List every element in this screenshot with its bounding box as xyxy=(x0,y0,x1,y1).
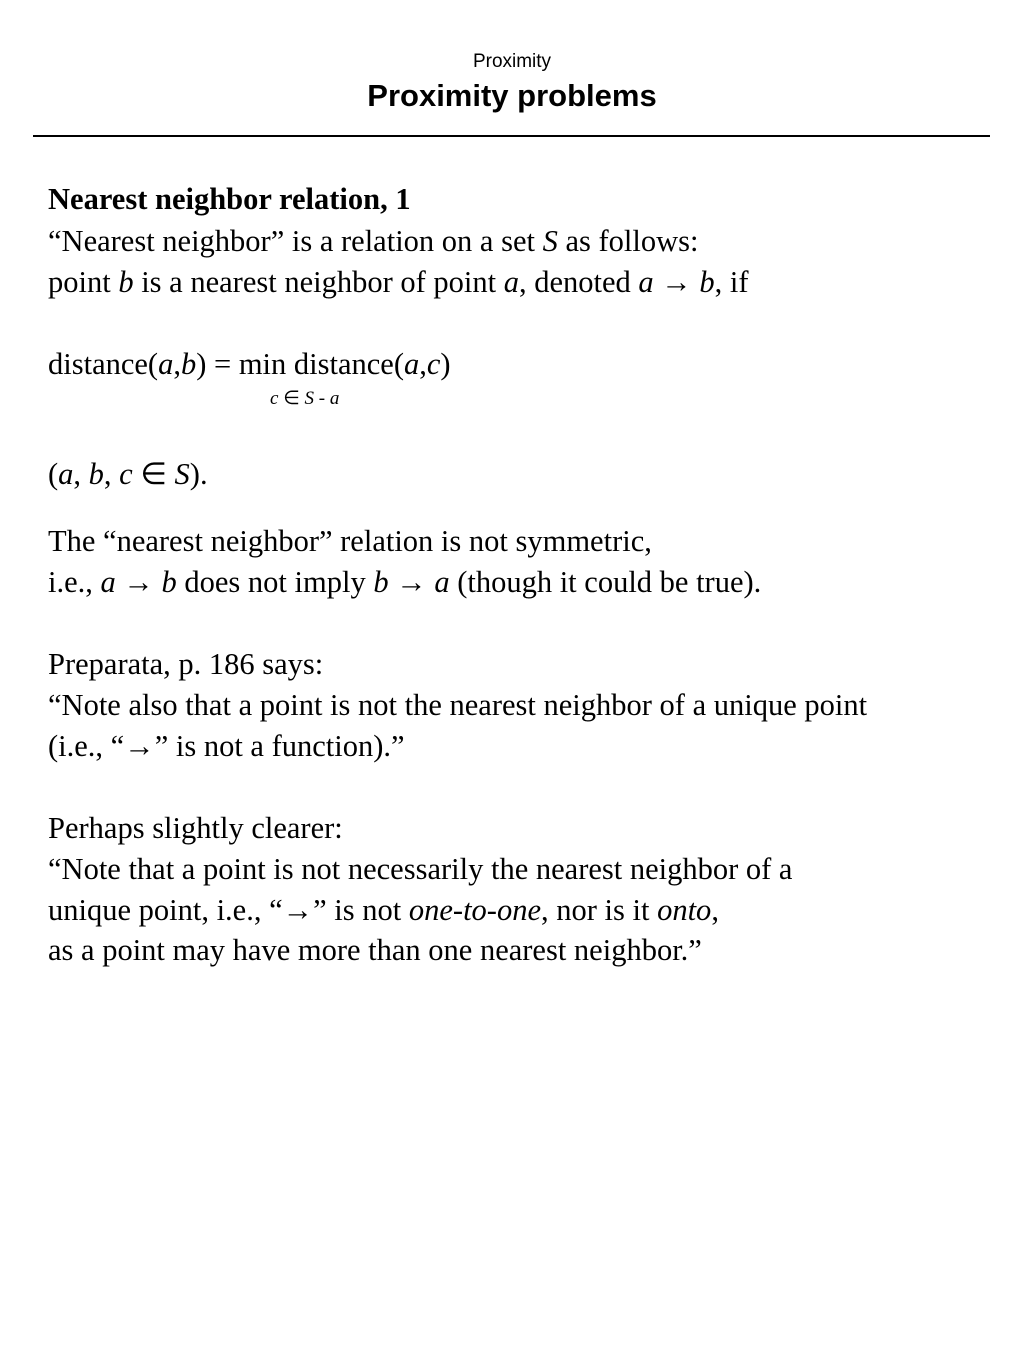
var-a: a xyxy=(329,388,340,409)
arrow-symbol: → xyxy=(388,565,435,599)
symmetry-line-1: The “nearest neighbor” relation is not symmetric, xyxy=(48,524,652,558)
element-of-symbol: ∈ xyxy=(132,457,175,491)
var-b: b xyxy=(180,347,197,381)
text: point xyxy=(48,265,119,299)
definition-line-2 xyxy=(48,264,749,300)
var-S: S xyxy=(542,224,558,258)
domain-line xyxy=(48,456,208,492)
var-c: c xyxy=(426,347,441,381)
var-b: b xyxy=(118,265,134,299)
min-subscript xyxy=(270,388,339,410)
text: as follows: xyxy=(557,224,699,258)
text: min distance( xyxy=(238,347,404,381)
text: , xyxy=(73,457,89,491)
preparata-line-3: (i.e., “→” is not a function).” xyxy=(48,729,405,763)
var-S: S xyxy=(174,457,190,491)
var-c: c xyxy=(119,457,133,491)
clearer-line-1: Perhaps slightly clearer: xyxy=(48,811,343,845)
var-b: b xyxy=(161,565,177,599)
symmetry-line-2 xyxy=(48,564,761,600)
element-of-symbol: ∈ xyxy=(278,388,305,409)
arrow-symbol: → xyxy=(115,565,162,599)
text: ) = xyxy=(196,347,239,381)
text: does not imply xyxy=(176,565,374,599)
arrow-symbol: → xyxy=(653,265,700,299)
text: “Nearest neighbor” is a relation on a set xyxy=(48,224,543,258)
var-a: a xyxy=(434,565,450,599)
term-one-to-one: one-to-one xyxy=(408,893,541,927)
text: ( xyxy=(48,457,59,491)
var-c: c xyxy=(270,388,279,409)
var-b: b xyxy=(699,265,715,299)
var-a: a xyxy=(58,457,74,491)
clearer-line-2: “Note that a point is not necessarily the nearest neighbor of a xyxy=(48,852,793,886)
text: , xyxy=(173,347,181,381)
text: i.e., xyxy=(48,565,101,599)
var-a: a xyxy=(404,347,420,381)
clearer-line-3 xyxy=(48,892,719,928)
page-title: Proximity problems xyxy=(367,78,657,113)
var-b: b xyxy=(373,565,389,599)
text: , xyxy=(711,893,719,927)
text: unique point, i.e., “→” is not xyxy=(48,893,409,927)
var-a: a xyxy=(100,565,116,599)
text: , denoted xyxy=(518,265,639,299)
text: is a nearest neighbor of point xyxy=(133,265,504,299)
header-divider xyxy=(33,135,990,137)
var-b: b xyxy=(88,457,104,491)
var-a: a xyxy=(503,265,519,299)
text: ). xyxy=(189,457,208,491)
var-a: a xyxy=(638,265,654,299)
text: distance( xyxy=(48,347,159,381)
var-S: S xyxy=(304,388,314,409)
text: , nor is it xyxy=(541,893,658,927)
distance-formula xyxy=(48,346,451,382)
clearer-line-4: as a point may have more than one nearest neighbor.” xyxy=(48,933,702,967)
section-label: Proximity xyxy=(472,51,552,72)
text: , xyxy=(419,347,427,381)
text: - xyxy=(314,388,330,409)
text: , if xyxy=(714,265,749,299)
text: , xyxy=(103,457,120,491)
var-a: a xyxy=(158,347,174,381)
preparata-line-1: Preparata, p. 186 says: xyxy=(48,647,324,681)
definition-line-1 xyxy=(48,223,698,259)
preparata-line-2: “Note also that a point is not the nearest neighbor of a unique point xyxy=(48,688,868,722)
term-onto: onto xyxy=(657,893,712,927)
text: ) xyxy=(440,347,451,381)
section-heading: Nearest neighbor relation, 1 xyxy=(48,182,411,216)
text: (though it could be true). xyxy=(449,565,762,599)
